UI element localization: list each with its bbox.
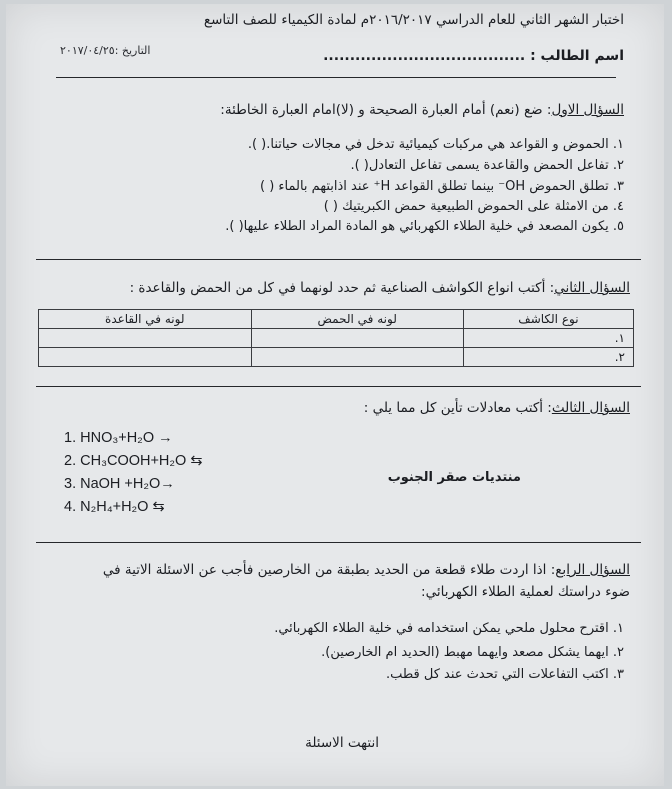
divider xyxy=(36,259,641,260)
q1-item: ٢. تفاعل الحمض والقاعدة يسمى تفاعل التعادل( ). xyxy=(350,158,624,173)
equation: 3. NaOH +H₂O→ xyxy=(64,476,175,492)
q1-item: ٤. من الامثلة على الحموض الطبيعية حمض الكبريتيك ( ) xyxy=(323,199,624,214)
q3-heading xyxy=(364,400,630,416)
divider xyxy=(36,386,641,387)
q4-instruction-cont: ضوء دراستك لعملية الطلاء الكهربائي: xyxy=(421,584,630,600)
answer-cell[interactable] xyxy=(39,329,252,348)
answer-cell[interactable] xyxy=(251,348,463,367)
equation: 1. HNO₃+H₂O → xyxy=(64,430,173,446)
end-of-questions: انتهت الاسئلة xyxy=(305,735,379,751)
q1-instruction: : ضع (نعم) أمام العبارة الصحيحة و (لا)امام العبارة الخاطئة: xyxy=(220,102,552,118)
row-index: ١. xyxy=(463,329,633,348)
equation: 4. N₂H₄+H₂O ⇆ xyxy=(64,499,165,515)
q3-number: السؤال الثالث xyxy=(551,400,630,416)
q1-item: ٣. تطلق الحموض OH⁻ بينما تطلق القواعد H⁺ عند اذابتهم بالماء ( ) xyxy=(260,179,624,194)
column-header: لونه في الحمض xyxy=(251,310,463,329)
q4-instruction: : اذا اردت طلاء قطعة من الحديد بطبقة من الخارصين فأجب عن الاسئلة الاتية في xyxy=(102,562,556,578)
exam-date: التاريخ :٢٠١٧/٠٤/٢٥ xyxy=(60,44,151,57)
q4-heading xyxy=(103,562,630,578)
answer-cell[interactable] xyxy=(39,348,252,367)
column-header: نوع الكاشف xyxy=(463,310,633,329)
indicators-table xyxy=(38,309,634,367)
q4-item: ١. اقترح محلول ملحي يمكن استخدامه في خلية الطلاء الكهربائي. xyxy=(274,621,624,636)
q2-instruction: : أكتب انواع الكواشف الصناعية ثم حدد لونهما في كل من الحمض والقاعدة : xyxy=(129,280,555,296)
exam-title: اختبار الشهر الثاني للعام الدراسي ٢٠١٦/٢٠١٧م لمادة الكيمياء للصف التاسع xyxy=(203,12,624,28)
row-index: ٢. xyxy=(463,348,633,367)
answer-cell[interactable] xyxy=(251,329,463,348)
student-name-field: اسم الطالب : ...................................... xyxy=(323,48,624,64)
q4-item: ٢. ايهما يشكل مصعد وايهما مهبط (الحديد ام الخارصين). xyxy=(321,645,624,660)
forum-watermark: منتديات صقر الجنوب xyxy=(387,470,521,485)
q2-number: السؤال الثاني xyxy=(554,280,630,296)
q3-instruction: : أكتب معادلات تأين كل مما يلي : xyxy=(363,400,552,416)
q4-item: ٣. اكتب التفاعلات التي تحدث عند كل قطب. xyxy=(385,667,624,682)
q4-number: السؤال الرابع xyxy=(555,562,630,578)
table-row xyxy=(39,329,634,348)
q2-heading xyxy=(130,280,630,296)
q1-item: ٥. يكون المصعد في خلية الطلاء الكهربائي هو المادة المراد الطلاء عليها( ). xyxy=(225,219,624,234)
column-header: لونه في القاعدة xyxy=(39,310,252,329)
q1-heading xyxy=(220,102,624,118)
exam-paper xyxy=(6,4,664,786)
table-header-row xyxy=(39,310,634,329)
table-row xyxy=(39,348,634,367)
q1-number: السؤال الاول xyxy=(551,102,624,118)
q1-item: ١. الحموض و القواعد هي مركبات كيميائية تدخل في مجالات حياتنا.( ). xyxy=(247,137,624,152)
divider xyxy=(36,542,641,543)
divider xyxy=(56,77,616,78)
equation: 2. CH₃COOH+H₂O ⇆ xyxy=(64,453,203,469)
